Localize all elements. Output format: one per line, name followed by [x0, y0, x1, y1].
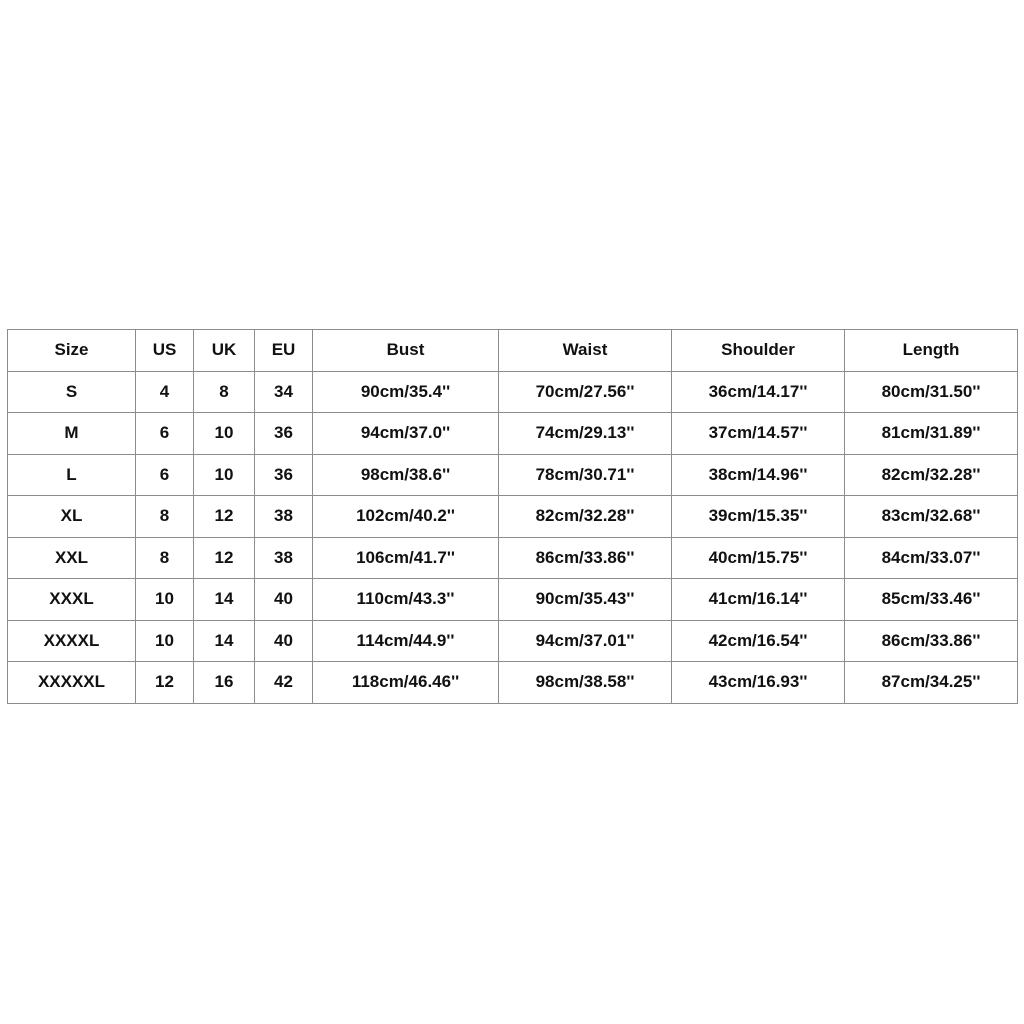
cell-bust: 114cm/44.9''	[313, 620, 499, 662]
cell-shoulder: 38cm/14.96''	[672, 454, 845, 496]
cell-size: M	[8, 413, 136, 455]
cell-size: L	[8, 454, 136, 496]
cell-length: 84cm/33.07''	[845, 537, 1018, 579]
cell-size: S	[8, 371, 136, 413]
table-body	[8, 371, 1018, 703]
table-row	[8, 579, 1018, 621]
cell-waist: 82cm/32.28''	[499, 496, 672, 538]
table-row	[8, 371, 1018, 413]
cell-uk: 16	[194, 662, 255, 704]
cell-eu: 38	[255, 537, 313, 579]
cell-length: 86cm/33.86''	[845, 620, 1018, 662]
cell-waist: 90cm/35.43''	[499, 579, 672, 621]
cell-uk: 14	[194, 579, 255, 621]
cell-eu: 36	[255, 454, 313, 496]
cell-waist: 74cm/29.13''	[499, 413, 672, 455]
cell-length: 81cm/31.89''	[845, 413, 1018, 455]
cell-waist: 78cm/30.71''	[499, 454, 672, 496]
cell-bust: 98cm/38.6''	[313, 454, 499, 496]
cell-us: 10	[136, 620, 194, 662]
cell-us: 12	[136, 662, 194, 704]
cell-eu: 38	[255, 496, 313, 538]
cell-waist: 98cm/38.58''	[499, 662, 672, 704]
cell-shoulder: 43cm/16.93''	[672, 662, 845, 704]
header-uk: UK	[194, 330, 255, 372]
header-eu: EU	[255, 330, 313, 372]
cell-uk: 12	[194, 496, 255, 538]
cell-us: 8	[136, 496, 194, 538]
cell-eu: 40	[255, 620, 313, 662]
header-shoulder: Shoulder	[672, 330, 845, 372]
cell-bust: 94cm/37.0''	[313, 413, 499, 455]
header-us: US	[136, 330, 194, 372]
table-row	[8, 537, 1018, 579]
cell-shoulder: 36cm/14.17''	[672, 371, 845, 413]
header-waist: Waist	[499, 330, 672, 372]
header-length: Length	[845, 330, 1018, 372]
cell-uk: 10	[194, 454, 255, 496]
cell-uk: 12	[194, 537, 255, 579]
cell-us: 8	[136, 537, 194, 579]
cell-us: 10	[136, 579, 194, 621]
cell-size: XXXXL	[8, 620, 136, 662]
cell-eu: 40	[255, 579, 313, 621]
cell-shoulder: 37cm/14.57''	[672, 413, 845, 455]
header-bust: Bust	[313, 330, 499, 372]
cell-shoulder: 41cm/16.14''	[672, 579, 845, 621]
cell-eu: 34	[255, 371, 313, 413]
cell-bust: 102cm/40.2''	[313, 496, 499, 538]
cell-waist: 70cm/27.56''	[499, 371, 672, 413]
cell-shoulder: 40cm/15.75''	[672, 537, 845, 579]
cell-bust: 118cm/46.46''	[313, 662, 499, 704]
cell-us: 4	[136, 371, 194, 413]
cell-length: 87cm/34.25''	[845, 662, 1018, 704]
cell-uk: 8	[194, 371, 255, 413]
cell-size: XXL	[8, 537, 136, 579]
cell-bust: 106cm/41.7''	[313, 537, 499, 579]
cell-eu: 36	[255, 413, 313, 455]
table-row	[8, 454, 1018, 496]
table-row	[8, 662, 1018, 704]
cell-size: XXXL	[8, 579, 136, 621]
cell-shoulder: 39cm/15.35''	[672, 496, 845, 538]
cell-bust: 110cm/43.3''	[313, 579, 499, 621]
cell-length: 82cm/32.28''	[845, 454, 1018, 496]
table-header	[8, 330, 1018, 372]
cell-eu: 42	[255, 662, 313, 704]
cell-uk: 10	[194, 413, 255, 455]
cell-length: 80cm/31.50''	[845, 371, 1018, 413]
table-row	[8, 496, 1018, 538]
cell-us: 6	[136, 454, 194, 496]
cell-length: 83cm/32.68''	[845, 496, 1018, 538]
cell-us: 6	[136, 413, 194, 455]
cell-bust: 90cm/35.4''	[313, 371, 499, 413]
cell-size: XL	[8, 496, 136, 538]
cell-length: 85cm/33.46''	[845, 579, 1018, 621]
cell-uk: 14	[194, 620, 255, 662]
table-row	[8, 620, 1018, 662]
cell-waist: 86cm/33.86''	[499, 537, 672, 579]
cell-size: XXXXXL	[8, 662, 136, 704]
header-size: Size	[8, 330, 136, 372]
header-row	[8, 330, 1018, 372]
cell-shoulder: 42cm/16.54''	[672, 620, 845, 662]
size-chart-table	[7, 329, 1018, 704]
table-row	[8, 413, 1018, 455]
cell-waist: 94cm/37.01''	[499, 620, 672, 662]
